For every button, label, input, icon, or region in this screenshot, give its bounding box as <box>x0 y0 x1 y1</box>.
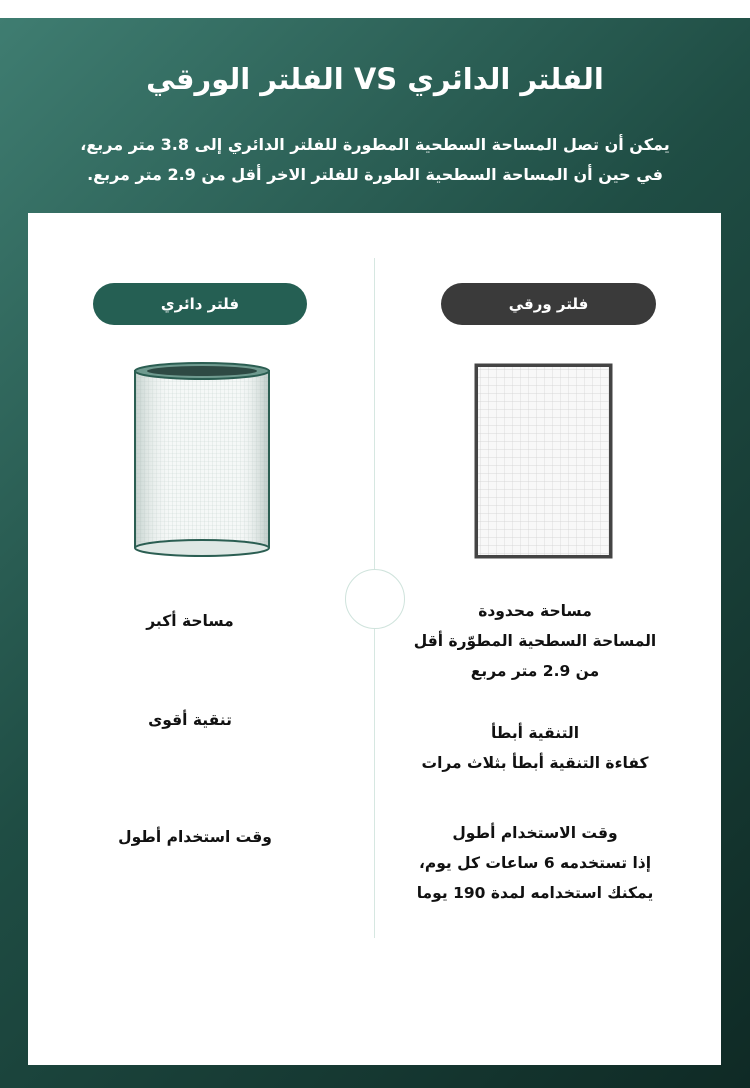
circular-point-area: مساحة أكبر <box>146 612 234 630</box>
paper-point-lifetime <box>370 818 700 908</box>
paper-point-purification-line: التنقية أبطأ <box>490 724 580 742</box>
subtitle <box>70 130 680 190</box>
circular-filter-label: فلتر دائري <box>93 283 307 325</box>
paper-filter-image <box>473 362 614 560</box>
cylindrical-filter-image <box>133 362 271 558</box>
paper-point-purification <box>390 718 680 778</box>
paper-filter-label: فلتر ورقي <box>441 283 656 325</box>
subtitle-line-2: في حين أن المساحة السطحية الطورة للفلتر الاخر أقل من 2.9 متر مربع. <box>87 165 663 184</box>
circular-point-lifetime: وقت استخدام أطول <box>118 828 272 846</box>
subtitle-line-1: يمكن أن تصل المساحة السطحية المطورة للفلتر الدائري إلى 3.8 متر مربع، <box>80 135 670 154</box>
paper-point-lifetime-line: وقت الاستخدام أطول <box>452 824 618 842</box>
paper-point-area <box>390 596 680 686</box>
paper-point-area-line: المساحة السطحية المطوّرة أقل <box>413 632 657 650</box>
paper-point-area-line: من 2.9 متر مربع <box>470 662 600 680</box>
page-title: الفلتر الدائري VS الفلتر الورقي <box>146 62 604 96</box>
paper-point-lifetime-line: إذا تستخدمه 6 ساعات كل يوم، <box>418 854 652 872</box>
paper-point-purification-line: كفاءة التنقية أبطأ بثلاث مرات <box>421 754 649 772</box>
paper-point-lifetime-line: يمكنك استخدامه لمدة 190 يوما <box>416 884 654 902</box>
circular-point-purification: تنقية أقوى <box>148 711 232 729</box>
paper-point-area-line: مساحة محدودة <box>478 602 592 620</box>
